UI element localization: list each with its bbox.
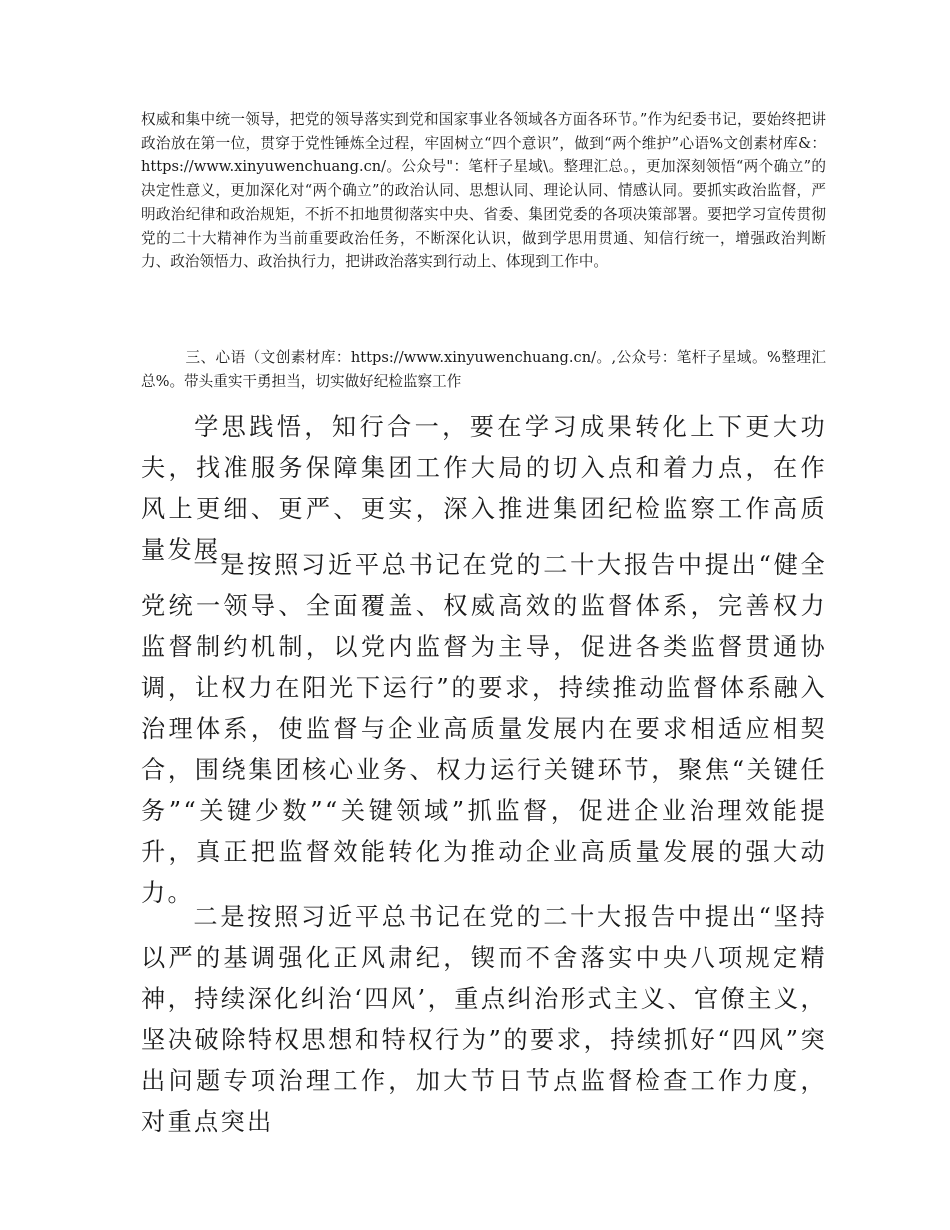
paragraph-text: 一是按照习近平总书记在党的二十大报告中提出“健全党统一领导、全面覆盖、权威高效的监督体系，完善权力监督制约机制，以党内监督为主导，促进各类监督贯通协调，让权力在阳光下运行”的要求，持续推动监督体系融入治理体系，使监督与企业高质量发展内在要求相适应相契合，围绕集团核心业务、权力运行关键环节，聚焦“关键任务”“关键少数”“关键领域”抓监督，促进企业治理效能提升，真正把监督效能转化为推动企业高质量发展的强大动力。 xyxy=(141,551,827,907)
paragraph-text: 二是按照习近平总书记在党的二十大报告中提出“坚持以严的基调强化正风肃纪，锲而不舍落实中央八项规定精神，持续深化纠治‘四风’，重点纠治形式主义、官僚主义，坚决破除特权思想和特权行为”的要求，持续抓好“四风”突出问题专项治理工作，加大节日节点监督检查工作力度，对重点突出 xyxy=(141,903,827,1136)
paragraph-political-loyalty xyxy=(141,108,826,274)
paragraph-text: 权威和集中统一领导，把党的领导落实到党和国家事业各领域各方面各环节。”作为纪委书记，要始终把讲政治放在第一位，贯穿于党性锤炼全过程，牢固树立“四个意识”，做到“两个维护”心语%文创素材库&：https://www.xinyuwenchuang.cn/。公众号"：笔杆子星域\。整理汇总。，更加深刻领悟“两个确立”的决定性意义，更加深化对“两个确立”的政治认同、思想认同、理论认同、情感认同。要抓实政治监督，严明政治纪律和政治规矩，不折不扣地贯彻落实中央、省委、集团党委的各项决策部署。要把学习宣传贯彻党的二十大精神作为当前重要政治任务，不断深化认识，做到学思用贯通、知信行统一，增强政治判断力、政治领悟力、政治执行力，把讲政治落实到行动上、体现到工作中。 xyxy=(141,111,826,271)
section-heading-three xyxy=(141,346,826,393)
paragraph-point-one xyxy=(141,545,827,914)
paragraph-point-two xyxy=(141,897,827,1143)
paragraph-text: 三、心语（文创素材库：https://www.xinyuwenchuang.cn/。,公众号：笔杆子星域。%整理汇总%。带头重实干勇担当，切实做好纪检监察工作 xyxy=(141,349,826,390)
paragraph-text: 学思践悟，知行合一，要在学习成果转化上下更大功夫，找准服务保障集团工作大局的切入点和着力点，在作风上更细、更严、更实，深入推进集团纪检监察工作高质量发展。 xyxy=(141,413,827,564)
